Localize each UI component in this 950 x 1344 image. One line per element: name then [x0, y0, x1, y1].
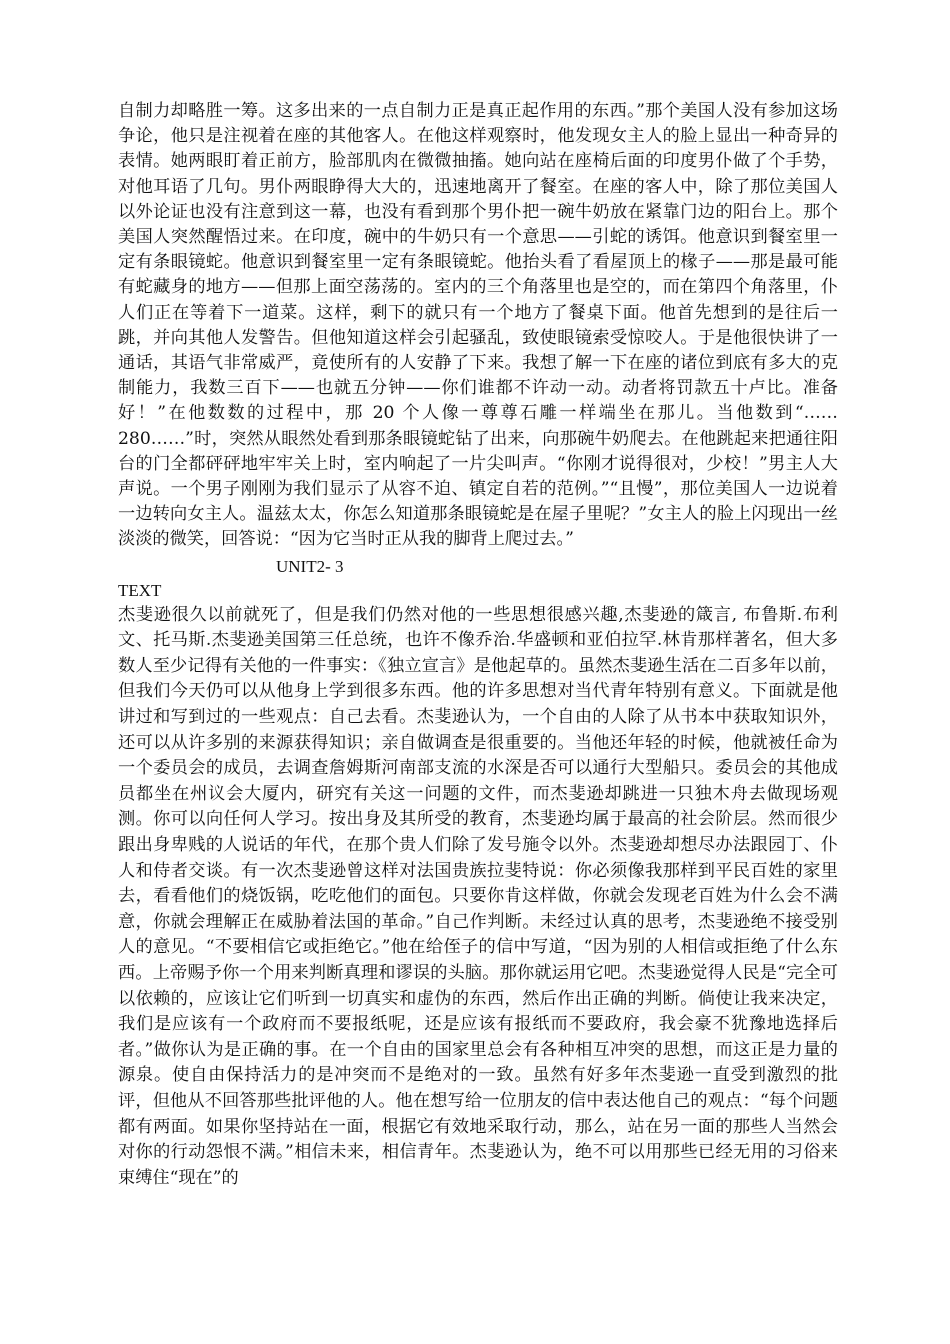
page-content — [118, 99, 838, 1191]
text-label: TEXT — [118, 580, 162, 600]
unit-heading: UNIT2- 3 — [276, 556, 344, 576]
jefferson-paragraph: 杰斐逊很久以前就死了，但是我们仍然对他的一些思想很感兴趣,杰斐逊的箴言, 布鲁斯.布利文、托马斯.杰斐逊美国第三任总统，也许不像乔治.华盛顿和亚伯拉罕.林肯那样著名，但大多数人至少记得有关他的一件事实：《独立宣言》是他起草的。虽然杰斐逊生活在二百多年以前，但我们今天仍可以从他身上学到很多东西。他的许多思想对当代青年特别有意义。下面就是他讲过和写到过的一些观点：自己去看。杰斐逊认为，一个自由的人除了从书本中获取知识外，还可以从许多别的来源获得知识；亲自做调查是很重要的。当他还年轻的时候，他就被任命为一个委员会的成员，去调查詹姆斯河南部支流的水深是否可以通行大型船只。委员会的其他成员都坐在州议会大厦内，研究有关这一问题的文件，而杰斐逊却跳进一只独木舟去做现场观测。你可以向任何人学习。按出身及其所受的教育，杰斐逊均属于最高的社会阶层。然而很少跟出身卑贱的人说话的年代，在那个贵人们除了发号施令以外。杰斐逊却想尽办法跟园丁、仆人和侍者交谈。有一次杰斐逊曾这样对法国贵族拉斐特说：你必须像我那样到平民百姓的家里去，看看他们的烧饭锅，吃吃他们的面包。只要你肯这样做，你就会发现老百姓为什么会不满意，你就会理解正在威胁着法国的革命。”自己作判断。未经过认真的思考，杰斐逊绝不接受别人的意见。“不要相信它或拒绝它。”他在给侄子的信中写道，“因为别的人相信或拒绝了什么东西。上帝赐予你一个用来判断真理和谬误的头脑。那你就运用它吧。杰斐逊觉得人民是“完全可以依赖的，应该让它们听到一切真实和虚伪的东西，然后作出正确的判断。倘使让我来决定，我们是应该有一个政府而不要报纸呢，还是应该有报纸而不要政府，我会豪不犹豫地选择后者。”做你认为是正确的事。在一个自由的国家里总会有各种相互冲突的思想，而这正是力量的源泉。使自由保持活力的是冲突而不是绝对的一致。虽然有好多年杰斐逊一直受到激烈的批评，但他从不回答那些批评他的人。他在想写给一位朋友的信中表达他自己的观点：“每个问题都有两面。如果你坚持站在一面，根据它有效地采取行动，那么，站在另一面的那些人当然会对你的行动怨恨不满。”相信未来，相信青年。杰斐逊认为，绝不可以用那些已经无用的习俗来束缚住“现在”的 — [118, 604, 838, 1188]
story-paragraph: 自制力却略胜一筹。这多出来的一点自制力正是真正起作用的东西。”那个美国人没有参加这场争论，他只是注视着在座的其他客人。在他这样观察时，他发现女主人的脸上显出一种奇异的表情。她两眼盯着正前方，脸部肌肉在微微抽搐。她向站在座椅后面的印度男仆做了个手势，对他耳语了几句。男仆两眼睁得大大的，迅速地离开了餐室。在座的客人中，除了那位美国人以外论证也没有注意到这一幕，也没有看到那个男仆把一碗牛奶放在紧靠门边的阳台上。那个美国人突然醒悟过来。在印度，碗中的牛奶只有一个意思——引蛇的诱饵。他意识到餐室里一定有条眼镜蛇。他意识到餐室里一定有条眼镜蛇。他抬头看了看屋顶上的椽子——那是最可能有蛇藏身的地方——但那上面空荡荡的。室内的三个角落里也是空的，而在第四个角落里，仆人们正在等着下一道菜。这样，剩下的就只有一个地方了餐桌下面。他首先想到的是往后一跳，并向其他人发警告。但他知道这样会引起骚乱，致使眼镜索受惊咬人。于是他很快讲了一通话，其语气非常威严，竟使所有的人安静了下来。我想了解一下在座的诸位到底有多大的克制能力，我数三百下——也就五分钟——你们谁都不许动一动。动者将罚款五十卢比。准备好！”在他数数的过程中，那 20 个人像一尊尊石雕一样端坐在那儿。当他数到“……280……”时，突然从眼然处看到那条眼镜蛇钻了出来，向那碗牛奶爬去。在他跳起来把通往阳台的门全都砰砰地牢牢关上时，室内响起了一片尖叫声。“你刚才说得很对，少校！”男主人大声说。一个男子刚刚为我们显示了从容不迫、镇定自若的范例。”“且慢”，那位美国人一边说着一边转向女主人。温兹太太，你怎么知道那条眼镜蛇是在屋子里呢？”女主人的脸上闪现出一丝淡淡的微笑，回答说：“因为它当时正从我的脚背上爬过去。” — [118, 101, 838, 550]
